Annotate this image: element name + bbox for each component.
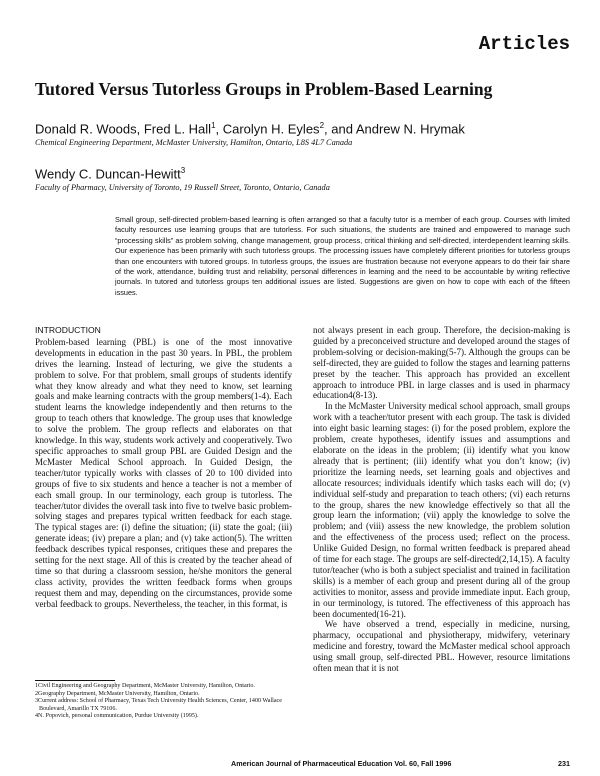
second-author-mark: 3 bbox=[180, 166, 186, 175]
intro-paragraph-2: not always present in each group. Therefore, the decision-making is guided by a preconceived structure and developed around the stages of problem-solving or decision-making(5-7). Although the groups can be self-directed, they are guided to follow the stages and learning patterns preset by the teacher. This approach has provided an excellent approach to introduce PBL in large classes and is used in pharmacy education4(8-13). bbox=[313, 325, 570, 401]
author-names-1: Donald R. Woods, Fred L. Hall bbox=[35, 121, 212, 137]
footnote-rule bbox=[35, 680, 115, 681]
author-names-3: , and Andrew N. Hrymak bbox=[324, 121, 465, 137]
page-number: 231 bbox=[558, 759, 570, 768]
intro-paragraph-1: Problem-based learning (PBL) is one of the most innovative developments in education in the past 30 years. In PBL, the problem drives the learning. Instead of lecturing, we give the students a problem to solve. For that problem, small groups of students identify what they know already and what they need to know, set learning goals and make learning contracts with the group members(1-4). Each student learns the knowledge independently and then returns to the group to teach others that knowledge. The group uses that knowledge to solve the problem. The group reflects and elaborates on that knowledge. In this way, students work actively and cooperatively. Two specific approaches to small group PBL are Guided Design and the McMaster Medical School approach. In Guided Design, the teacher/tutor typically works with classes of 20 to 100 divided into groups of five to six students and hence a teacher is not a member of each small group. In our terminology, each group is tutorless. The teacher/tutor divides the overall task into five to twelve basic problem-solving stages and prepares typical written feedback for each stage. The typical stages are: (i) define the situation; (ii) state the goal; (iii) generate ideas; (iv) prepare a plan; and (v) take action(5). The written feedback describes typical responses, critiques these and prepares the setting for the next stage. All of this is created by the teacher ahead of time so that during a classroom session, he/she monitors the general class activity, provides the written feedback forms when groups request them and may, depending on the circumstances, provide some verbal feedback to groups. Nevertheless, the teacher, in this format, is bbox=[35, 336, 292, 609]
intro-paragraph-4: We have observed a trend, especially in medicine, nursing, pharmacy, occupational and physiotherapy, midwifery, veterinary medicine and forestry, toward the McMaster medical school approach using small group, self-directed PBL. However, resource limitations often mean that it is not bbox=[313, 619, 570, 674]
right-column bbox=[313, 325, 570, 674]
article-title: Tutored Versus Tutorless Groups in Problem-Based Learning bbox=[35, 79, 493, 99]
author-mark-1: 1 bbox=[211, 121, 216, 130]
second-author bbox=[35, 166, 575, 181]
footnote-2: 2Geography Department, McMaster University, Hamilton, Ontario. bbox=[35, 690, 200, 697]
footnote-3: 3Current address: School of Pharmacy, Texas Tech University Health Sciences, Center, 1400 Wallace Boulevard, Amarillo TX 79106. bbox=[35, 698, 282, 712]
left-column bbox=[35, 325, 292, 610]
footnotes bbox=[35, 683, 292, 721]
author-names-2: , Carolyn H. Eyles bbox=[215, 121, 320, 137]
section-label: Articles bbox=[478, 33, 570, 55]
affiliation-2: Faculty of Pharmacy, University of Toronto, 19 Russell Street, Toronto, Ontario, Canada bbox=[35, 183, 330, 192]
footnote-4: 4N. Popovich, personal communication, Purdue University (1995). bbox=[35, 713, 199, 720]
intro-paragraph-3: In the McMaster University medical school approach, small groups work with a teacher/tutor present with each group. The task is divided into eight basic learning stages: (i) for the posed problem, explore the problem, create hypotheses, identify issues and assumptions and elaborate on the ideas in the problem; (ii) identify what you know already that is pertinent; (iii) identify what you don’t know; (iv) prioritize the learning needs, set learning goals and objectives and allocate resources; individuals identify which tasks each will do; (v) individual self-study and preparation to teach others; (vi) each returns to the group, shares the new knowledge effectively so that all the group learn the information; (vii) apply the knowledge to solve the problem; and (viii) assess the new knowledge, the problem solution and the effectiveness of the process used; reflect on the process. Unlike Guided Design, no formal written feedback is prepared ahead of time for each stage. The groups are self-directed(2,14,15). A faculty tutor/teacher (who is both a subject specialist and trained in facilitation skills) is a member of each group and present during all of the group activities to monitor, assess and provide immediate input. Each group, in our terminology, is tutored. The effectiveness of this approach has been documented(16-21). bbox=[313, 401, 570, 619]
footnote-1: 1Civil Engineering and Geography Department, McMaster University, Hamilton, Ontario. bbox=[35, 683, 255, 689]
author-list bbox=[35, 121, 575, 136]
journal-citation: American Journal of Pharmaceutical Education Vol. 60, Fall 1996 bbox=[231, 759, 452, 768]
author-mark-2: 2 bbox=[319, 121, 325, 130]
section-heading: INTRODUCTION bbox=[35, 325, 101, 335]
second-author-name: Wendy C. Duncan-Hewitt bbox=[35, 166, 181, 182]
abstract: Small group, self-directed problem-based learning is often arranged so that a faculty tutor is a member of each group. Courses with limited faculty resources use learning groups that are tutorless. For such situations, the students are trained and empowered to manage such “processing skills” as problem solving, change management, group process, critical thinking and self-directed, interdependent learning skills. Our experience has been primarily with such tutorless groups. The processing issues have completely different priorities for tutorless groups than one encounters with tutored groups. In tutorless groups, the issues are frustration because not everyone appears to do their fair share of the work, attendance, building trust and reliability, personal differences in learning and the need to be accountable by writing reflective journals. In tutored and tutorless groups ten additional issues are listed. Suggestions are given on how to cope with each of the fifteen issues. bbox=[115, 215, 570, 297]
affiliation-1: Chemical Engineering Department, McMaster University, Hamilton, Ontario, L8S 4L7 Canada bbox=[35, 138, 353, 147]
